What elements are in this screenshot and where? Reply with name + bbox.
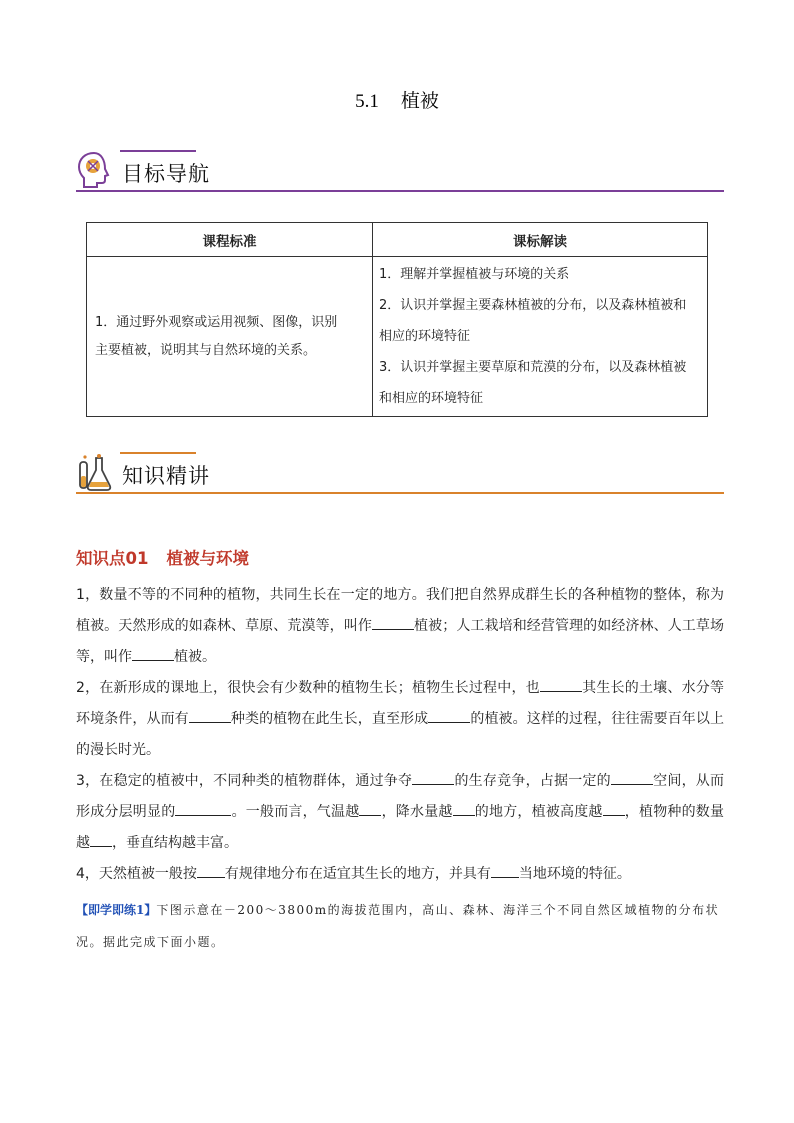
practice-prompt: 【即学即练1】下图示意在－200～3800m的海拔范围内，高山、森林、海洋三个不同自然区域植物的分布状况。据此完成下面小题。 (76, 903, 720, 949)
fill-blank[interactable] (189, 707, 231, 723)
fill-blank[interactable] (540, 676, 582, 692)
section-title: 目标导航 (122, 162, 210, 186)
section-header-knowledge (76, 452, 724, 494)
fill-blank[interactable] (412, 769, 454, 785)
fill-blank[interactable] (372, 614, 414, 630)
paragraph-4: 4，天然植被一般按 有规律地分布在适宜其生长的地方，并具有 当地环境的特征。 (76, 859, 724, 890)
head-gear-icon (76, 150, 112, 190)
table-header: 课标解读 (373, 223, 708, 257)
paragraph-1: 1，数量不等的不同种的植物，共同生长在一定的地方。我们把自然界成群生长的各种植物的整体，称为植被。天然形成的如森林、草原、荒漠等，叫作 植被；人工栽培和经营管理的如经济林、人工草场等，叫作 植被。 (76, 587, 724, 665)
paragraph-2: 2，在新形成的课地上，很快会有少数种的植物生长；植物生长过程中，也 其生长的土壤、水分等环境条件，从而有 种类的植物在此生长，直至形成 的植被。这样的过程，往往需要百年以上的漫长时光。 (76, 673, 724, 766)
fill-blank[interactable] (175, 800, 231, 816)
page-title: 5.1 植被 (355, 90, 439, 112)
fill-blank[interactable] (603, 800, 625, 816)
curriculum-table (86, 222, 708, 417)
lab-flask-icon (76, 452, 112, 492)
section-divider (76, 190, 724, 192)
fill-blank[interactable] (359, 800, 381, 816)
table-cell-interpretation: 1．理解并掌握植被与环境的关系 2．认识并掌握主要森林植被的分布，以及森林植被和 相应的环境特征 3．认识并掌握主要草原和荒漠的分布，以及森林植被 和相应的环境特征 (373, 257, 708, 417)
fill-blank[interactable] (453, 800, 475, 816)
fill-blank[interactable] (491, 862, 519, 878)
fill-blank[interactable] (197, 862, 225, 878)
fill-blank[interactable] (428, 707, 470, 723)
paragraph-3: 3，在稳定的植被中，不同种类的植物群体，通过争夺 的生存竞争，占据一定的 空间，从而形成分层明显的 。一般而言，气温越 ，降水量越 的地方，植被高度越 ，植物种的数量越 ，垂直结构越丰富。 (76, 766, 724, 859)
practice-tag: 【即学即练1】 (76, 903, 157, 917)
table-cell-standard: 1．通过野外观察或运用视频、图像，识别 主要植被，说明其与自然环境的关系。 (87, 257, 373, 417)
section-divider (76, 492, 724, 494)
accent-line (120, 150, 196, 152)
table-header-row (87, 223, 708, 257)
table-row (87, 257, 708, 417)
knowledge-point-title: 知识点01 植被与环境 (76, 549, 249, 568)
table-header: 课程标准 (87, 223, 373, 257)
section-title: 知识精讲 (122, 464, 210, 488)
body-text (76, 580, 724, 890)
section-header-goals (76, 150, 724, 192)
fill-blank[interactable] (611, 769, 653, 785)
fill-blank[interactable] (132, 645, 174, 661)
accent-line (120, 452, 196, 454)
fill-blank[interactable] (90, 831, 112, 847)
